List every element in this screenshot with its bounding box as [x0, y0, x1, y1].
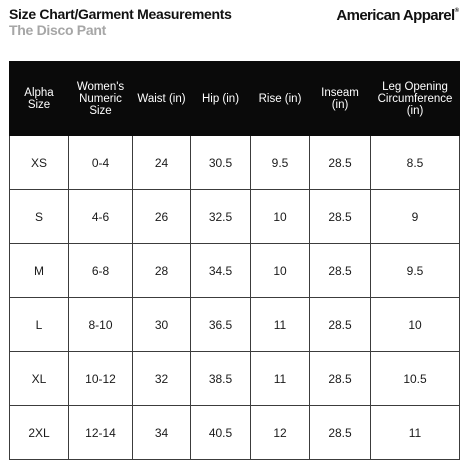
page-header: [9, 6, 459, 40]
column-header-line: Inseam: [321, 86, 359, 99]
cell-leg-opening-circumference: 11: [371, 406, 460, 460]
column-header-hip: [191, 62, 251, 136]
column-header-line: Alpha: [24, 86, 54, 99]
cell-hip: 30.5: [191, 136, 251, 190]
cell-inseam: 28.5: [310, 352, 371, 406]
size-chart-table: [9, 61, 460, 460]
column-header-inseam: [310, 62, 371, 136]
cell-waist: 32: [133, 352, 191, 406]
table-row: [10, 406, 460, 460]
column-header-line: Hip (in): [201, 92, 240, 105]
cell-inseam: 28.5: [310, 244, 371, 298]
cell-hip: 32.5: [191, 190, 251, 244]
column-header-line: Leg Opening: [382, 80, 448, 93]
cell-inseam: 28.5: [310, 298, 371, 352]
table-row: [10, 244, 460, 298]
cell-womens-numeric-size: 8-10: [69, 298, 133, 352]
column-header-line: Waist (in): [137, 92, 186, 105]
cell-womens-numeric-size: 6-8: [69, 244, 133, 298]
cell-rise: 10: [251, 190, 310, 244]
cell-alpha-size: XS: [10, 136, 69, 190]
column-header-rise: [251, 62, 310, 136]
table-row: [10, 298, 460, 352]
page-title: Size Chart/Garment Measurements: [9, 6, 232, 22]
table-header-row: [10, 62, 460, 136]
size-chart: [9, 61, 459, 460]
table-row: [10, 190, 460, 244]
cell-rise: 12: [251, 406, 310, 460]
cell-waist: 34: [133, 406, 191, 460]
cell-womens-numeric-size: 0-4: [69, 136, 133, 190]
cell-waist: 30: [133, 298, 191, 352]
cell-leg-opening-circumference: 9: [371, 190, 460, 244]
cell-alpha-size: S: [10, 190, 69, 244]
cell-womens-numeric-size: 10-12: [69, 352, 133, 406]
cell-alpha-size: 2XL: [10, 406, 69, 460]
column-header-womens-numeric-size: [69, 62, 133, 136]
cell-hip: 38.5: [191, 352, 251, 406]
cell-hip: 36.5: [191, 298, 251, 352]
cell-inseam: 28.5: [310, 190, 371, 244]
table-row: [10, 136, 460, 190]
column-header-waist: [133, 62, 191, 136]
cell-rise: 11: [251, 298, 310, 352]
cell-alpha-size: XL: [10, 352, 69, 406]
cell-alpha-size: L: [10, 298, 69, 352]
table-body: [10, 136, 460, 460]
cell-rise: 10: [251, 244, 310, 298]
cell-inseam: 28.5: [310, 406, 371, 460]
column-header-line: Rise (in): [258, 92, 302, 105]
cell-rise: 9.5: [251, 136, 310, 190]
column-header-alpha-size: [10, 62, 69, 136]
column-header-line: (in): [406, 104, 424, 117]
column-header-leg-opening-circumference: [371, 62, 460, 136]
cell-womens-numeric-size: 12-14: [69, 406, 133, 460]
cell-inseam: 28.5: [310, 136, 371, 190]
cell-waist: 24: [133, 136, 191, 190]
cell-womens-numeric-size: 4-6: [69, 190, 133, 244]
cell-waist: 26: [133, 190, 191, 244]
brand-logo: [336, 7, 459, 24]
column-header-line: Circumference: [377, 92, 453, 105]
column-header-line: Size: [27, 98, 51, 111]
cell-rise: 11: [251, 352, 310, 406]
cell-leg-opening-circumference: 10: [371, 298, 460, 352]
cell-alpha-size: M: [10, 244, 69, 298]
column-header-line: Women's: [76, 80, 125, 93]
cell-hip: 34.5: [191, 244, 251, 298]
registered-mark: ®: [454, 8, 459, 14]
column-header-line: (in): [331, 98, 349, 111]
cell-waist: 28: [133, 244, 191, 298]
table-row: [10, 352, 460, 406]
cell-leg-opening-circumference: 8.5: [371, 136, 460, 190]
cell-hip: 40.5: [191, 406, 251, 460]
brand-name: American Apparel: [336, 7, 455, 24]
cell-leg-opening-circumference: 10.5: [371, 352, 460, 406]
column-header-line: Numeric: [79, 92, 122, 105]
cell-leg-opening-circumference: 9.5: [371, 244, 460, 298]
column-header-line: Size: [89, 104, 112, 117]
product-name: The Disco Pant: [9, 22, 106, 38]
